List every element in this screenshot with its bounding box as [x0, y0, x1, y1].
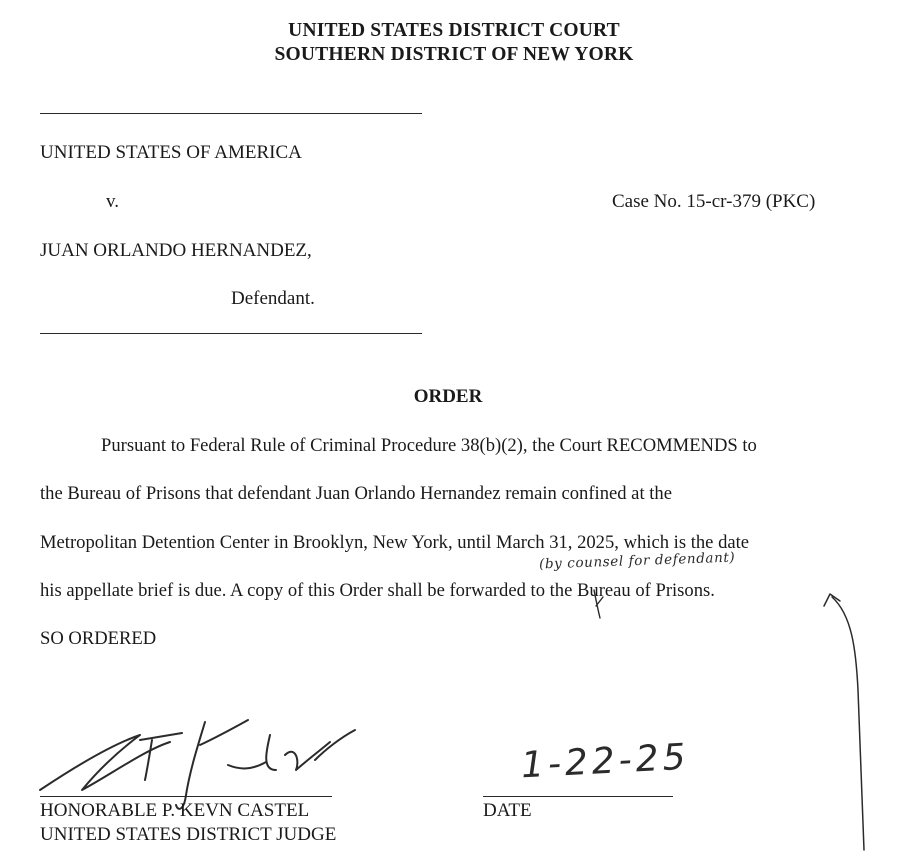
handwritten-date: 1-22-25 — [520, 736, 691, 787]
court-name: UNITED STATES DISTRICT COURT — [288, 20, 620, 41]
so-ordered: SO ORDERED — [40, 628, 157, 649]
signature-line — [40, 796, 332, 797]
date-line — [483, 796, 673, 797]
order-line-1: Pursuant to Federal Rule of Criminal Procedure 38(b)(2), the Court RECOMMENDS to — [101, 435, 757, 456]
date-label: DATE — [483, 800, 532, 821]
order-line-3: Metropolitan Detention Center in Brooklyn, New York, until March 31, 2025, which is the date — [40, 532, 750, 553]
defendant-name: JUAN ORLANDO HERNANDEZ, — [40, 240, 312, 261]
court-district: SOUTHERN DISTRICT OF NEW YORK — [274, 44, 634, 65]
order-line-2: the Bureau of Prisons that defendant Juan Orlando Hernandez remain confined at the — [40, 483, 672, 504]
signer-name: HONORABLE P. KEVN CASTEL — [40, 800, 310, 821]
versus-label: v. — [106, 191, 120, 212]
margin-arrow — [832, 597, 864, 850]
caption-top-rule — [40, 113, 422, 114]
order-title: ORDER — [413, 386, 483, 407]
caption-bottom-rule — [40, 333, 422, 334]
plaintiff-name: UNITED STATES OF AMERICA — [40, 142, 302, 163]
margin-arrow-head — [824, 594, 840, 606]
handwritten-insertion: (by counsel for defendant) — [538, 549, 736, 573]
case-number: Case No. 15-cr-379 (PKC) — [612, 191, 816, 212]
order-line-4: his appellate brief is due. A copy of this Order shall be forwarded to the Bureau of Prisons. — [40, 580, 715, 601]
signer-title: UNITED STATES DISTRICT JUDGE — [40, 824, 337, 845]
defendant-label: Defendant. — [231, 288, 315, 309]
